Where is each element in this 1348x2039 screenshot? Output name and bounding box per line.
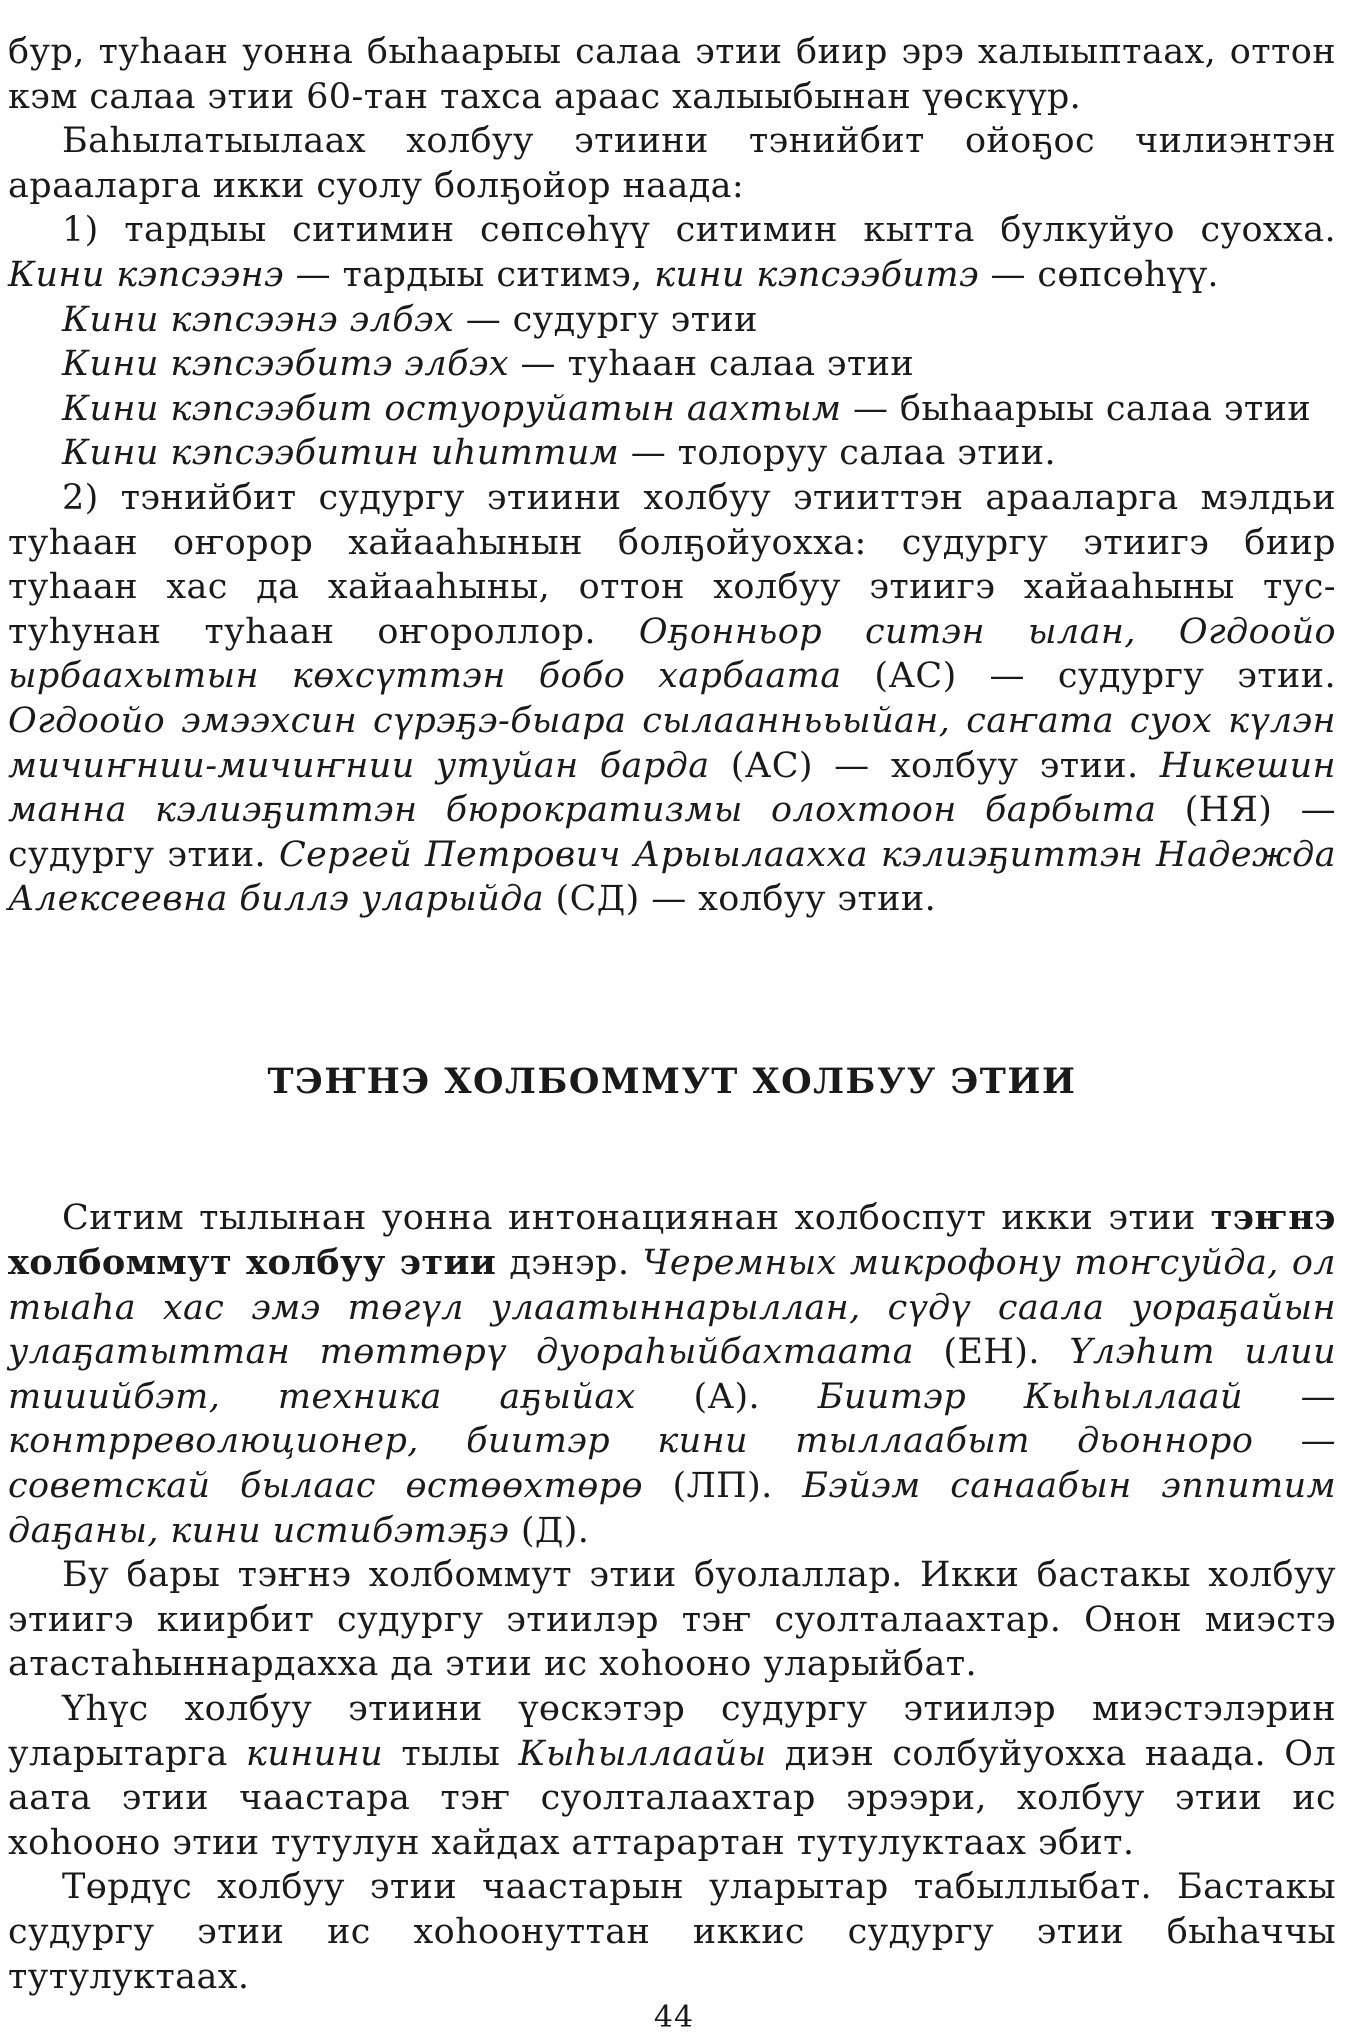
example-line [8, 387, 1336, 432]
text-run: Үhүс холбуу этиини үөскэтэр судургу этиилэр миэстэлэрин уларытарга [8, 1689, 1336, 1774]
text-run: тылы [383, 1733, 519, 1774]
text-run: (ЛП). [642, 1466, 803, 1507]
text-run: — тардыы ситимэ, [284, 254, 655, 295]
italic-example: Үлэhит илии тииийбэт, техника аҕыйах [8, 1332, 1337, 1417]
list-item [8, 476, 1336, 922]
italic-example: кини кэпсээбитэ [654, 254, 979, 295]
text-run: (СД) — холбуу этии. [544, 879, 937, 920]
italic-example: Сергей Петрович Арыылаахха кэлиэҕиттэн Надежда Алексеевна биллэ уларыйда [8, 834, 1336, 920]
book-page [8, 30, 1336, 1999]
text-run: 2) тэнийбит судургу этиини холбуу этииттэн арааларга мэлдьи туhаан оҥорор хайааhынын болҕойуохха: судургу этиигэ биир туhаан хас да хайааhыны, оттон холбуу этиигэ хайааhыны тус-туhунан туhаан оҥороллор. [8, 477, 1336, 652]
page-number: 44 [653, 2000, 695, 2035]
text-run: дэнэр. [496, 1243, 643, 1284]
text-run: 1) тардыы ситимин сөпсөhүү ситимин кытта булкуйуо суохха. [62, 210, 1336, 251]
text-run: (А). [635, 1376, 818, 1417]
italic-word: Кыhыллаайы [518, 1733, 767, 1774]
paragraph [8, 1687, 1336, 1865]
example-line [8, 298, 1336, 343]
paragraph: Баhылатыылаах холбуу этиини тэнийбит ойоҕос чилиэнтэн арааларга икки суолу болҕойор наада: [8, 121, 1336, 206]
text-run: (АС) — холбуу этии. [709, 745, 1160, 786]
paragraph: бур, туhаан уонна быhаарыы салаа этии биир эрэ халыыптаах, оттон кэм салаа этии 60-тан тахса араас халыыбынан үөскүүр. [8, 32, 1336, 117]
italic-example: Черемных микрофону тоҥсуйда, ол тыаhа хас эмэ төгүл улаатыннарыллан, сүдү саала уораҕайын улаҕатыттан төттөрү дуораhыйбахтаата [8, 1243, 1336, 1373]
text-run: (ЕН). [913, 1332, 1070, 1373]
text-run: — сөпсөhүү. [978, 254, 1219, 295]
bold-term: тэҥнэ холбоммут холбуу этии [8, 1197, 1336, 1284]
italic-example: Огдоойо эмээхсин сүрэҕэ-быара сылааннььыйан, саҥата суох күлэн мичиҥнии-мичиҥнии утуйан барда [8, 700, 1336, 786]
paragraph: Бу бары тэҥнэ холбоммут этии буолаллар. Икки бастакы холбуу этиигэ киирбит судургу этиилэр тэҥ суолталаахтар. Онон миэстэ атастаhыннардахха да этии ис хоhооно уларыйбат. [8, 1555, 1336, 1685]
text-run: (Д). [509, 1510, 590, 1551]
text-run: диэн солбуйуохха наада. Ол аата этии чаастара тэҥ суолталаахтар эрээри, холбуу этии ис хоhооно этии тутулун хайдах аттарартан тутулуктаах эбит. [8, 1733, 1336, 1863]
text-run: — судургу этии [454, 299, 758, 340]
text-run: (НЯ) — судургу этии. [8, 790, 1336, 875]
italic-example: Кини кэпсээнэ [8, 254, 285, 295]
italic-example: Оҕонньор ситэн ылан, Огдоойо ырбаахытын көхсүттэн бобо харбаата [8, 611, 1336, 697]
paragraph [8, 1196, 1336, 1553]
text-run: Ситим тылынан уонна интонациянан холбоспут икки этии [62, 1198, 1211, 1239]
italic-example: Кини кэпсээнэ элбэх [62, 299, 455, 340]
paragraph: Төрдүс холбуу этии чаастарын уларытар табыллыбат. Бастакы судургу этии ис хоhоонуттан иккис судургу этии быhаччы тутулуктаах. [8, 1867, 1336, 1997]
italic-example: Кини кэпсээбитэ элбэх [62, 344, 510, 385]
text-run: — быhаарыы салаа этии [841, 388, 1312, 429]
italic-word: кинини [246, 1733, 384, 1774]
example-line [8, 342, 1336, 387]
list-item [8, 208, 1336, 297]
italic-example: Биитэр Кыhыллаай — контрреволюционер, биитэр кини тыллаабыт дьонноро — советскай былаас өстөөхтөрө [8, 1376, 1336, 1507]
italic-example: Никешин манна кэлиэҕиттэн бюрократизмы олохтоон барбыта [8, 745, 1337, 831]
text-run: — толоруу салаа этии. [619, 433, 1057, 474]
text-run: — туhаан салаа этии [509, 344, 915, 385]
italic-example: Бэйэм санаабын эппитим даҕаны, кини истибэтэҕэ [8, 1466, 1336, 1551]
section-heading: ТЭҤНЭ ХОЛБОММУТ ХОЛБУУ ЭТИИ [267, 1060, 1077, 1102]
italic-example: Кини кэпсээбитин иhиттим [62, 433, 620, 474]
example-line [8, 431, 1336, 476]
italic-example: Кини кэпсээбит остуоруйатын аахтым [62, 388, 842, 429]
text-run: (АС) — судургу этии. [841, 656, 1336, 697]
